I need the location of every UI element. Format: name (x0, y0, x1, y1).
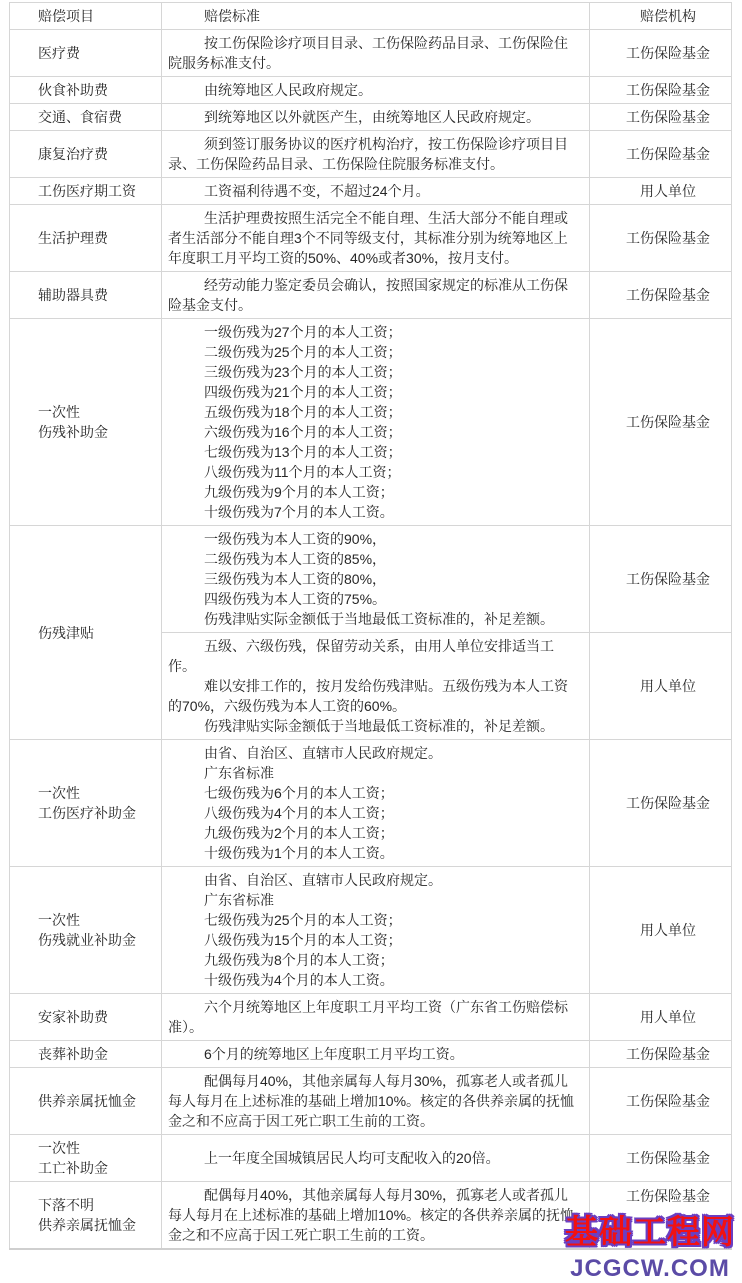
standard-cell (162, 740, 590, 867)
item-label-line: 伤残补助金 (38, 424, 108, 440)
standard-paragraph: 广东省标准 (204, 892, 274, 908)
table-row (10, 1068, 732, 1135)
standard-cell (162, 994, 590, 1041)
item-cell (10, 526, 162, 740)
org-cell: 工伤保险基金 (590, 272, 732, 319)
standard-paragraph: 到统筹地区以外就医产生，由统筹地区人民政府规定。 (204, 109, 540, 125)
table-row (10, 77, 732, 104)
item-cell (10, 740, 162, 867)
item-label-line: 供养亲属抚恤金 (38, 1093, 136, 1109)
standard-paragraph: 二级伤残为25个月的本人工资； (204, 344, 402, 360)
item-label-line: 丧葬补助金 (38, 1046, 108, 1062)
standard-paragraph: 七级伤残为6个月的本人工资； (204, 785, 394, 801)
standard-cell (162, 867, 590, 994)
item-label-line: 交通、食宿费 (38, 109, 122, 125)
table-row (10, 1182, 732, 1250)
org-cell: 工伤保险基金 (590, 740, 732, 867)
org-cell: 用人单位 (590, 633, 732, 740)
standard-paragraph: 由省、自治区、直辖市人民政府规定。 (204, 745, 442, 761)
item-label-line: 一次性 (38, 1140, 80, 1156)
item-cell (10, 272, 162, 319)
table-body (10, 30, 732, 1250)
table-row (10, 104, 732, 131)
standard-cell (162, 1041, 590, 1068)
standard-paragraph: 配偶每月40%，其他亲属每人每月30%，孤寡老人或者孤儿每人每月在上述标准的基础上增加10%。核定的各供养亲属的抚恤金之和不应高于因工死亡职工生前的工资。 (168, 1073, 575, 1129)
standard-paragraph: 六个月统筹地区上年度职工月平均工资（广东省工伤赔偿标准）。 (168, 999, 568, 1035)
table-row (10, 272, 732, 319)
standard-paragraph: 八级伤残为4个月的本人工资； (204, 805, 394, 821)
table-row (10, 526, 732, 633)
item-label-line: 康复治疗费 (38, 146, 108, 162)
item-label-line: 一次性 (38, 404, 80, 420)
table-row (10, 319, 732, 526)
standard-cell (162, 319, 590, 526)
standard-cell (162, 178, 590, 205)
org-cell: 工伤保险基金 (590, 104, 732, 131)
table-row (10, 740, 732, 867)
table-row (10, 131, 732, 178)
standard-paragraph: 6个月的统筹地区上年度职工月平均工资。 (204, 1046, 464, 1062)
item-cell (10, 131, 162, 178)
item-cell (10, 867, 162, 994)
standard-cell (162, 104, 590, 131)
standard-paragraph: 五级伤残为18个月的本人工资； (204, 404, 402, 420)
standard-paragraph: 一级伤残为27个月的本人工资； (204, 324, 402, 340)
standard-paragraph: 经劳动能力鉴定委员会确认，按照国家规定的标准从工伤保险基金支付。 (168, 277, 568, 313)
column-header: 赔偿标准 (162, 3, 590, 30)
item-label-line: 伤残津贴 (38, 624, 94, 641)
org-cell: 用人单位 (590, 867, 732, 994)
item-cell (10, 1182, 162, 1250)
item-cell (10, 104, 162, 131)
org-cell: 用人单位 (590, 994, 732, 1041)
standard-paragraph: 五级、六级伤残，保留劳动关系，由用人单位安排适当工作。 (168, 638, 554, 674)
standard-paragraph: 伤残津贴实际金额低于当地最低工资标准的，补足差额。 (204, 718, 554, 734)
compensation-table (9, 2, 732, 1250)
standard-cell (162, 1182, 590, 1250)
org-cell: 用人单位 (590, 178, 732, 205)
item-cell (10, 178, 162, 205)
standard-cell (162, 1068, 590, 1135)
standard-paragraph: 四级伤残为21个月的本人工资； (204, 384, 402, 400)
standard-cell (162, 131, 590, 178)
standard-paragraph: 按工伤保险诊疗项目目录、工伤保险药品目录、工伤保险住院服务标准支付。 (168, 35, 568, 71)
standard-cell (162, 633, 590, 740)
org-cell: 工伤保险基金 (590, 1182, 732, 1250)
table-row (10, 205, 732, 272)
standard-paragraph: 九级伤残为2个月的本人工资； (204, 825, 394, 841)
standard-paragraph: 生活护理费按照生活完全不能自理、生活大部分不能自理或者生活部分不能自理3个不同等级支付，其标准分别为统筹地区上年度职工月平均工资的50%、40%或者30%，按月支付。 (168, 210, 568, 266)
standard-paragraph: 广东省标准 (204, 765, 274, 781)
item-cell (10, 319, 162, 526)
watermark-site-url: JCGCW.COM (570, 1255, 730, 1282)
table-row (10, 867, 732, 994)
standard-paragraph: 配偶每月40%，其他亲属每人每月30%，孤寡老人或者孤儿每人每月在上述标准的基础上增加10%。核定的各供养亲属的抚恤金之和不应高于因工死亡职工生前的工资。 (168, 1187, 575, 1243)
header-row (10, 3, 732, 30)
item-cell (10, 1135, 162, 1182)
table-row (10, 994, 732, 1041)
standard-paragraph: 八级伤残为15个月的本人工资； (204, 932, 402, 948)
standard-paragraph: 十级伤残为1个月的本人工资。 (204, 845, 394, 861)
column-header: 赔偿机构 (590, 3, 732, 30)
item-cell (10, 994, 162, 1041)
org-cell: 工伤保险基金 (590, 1041, 732, 1068)
standard-paragraph: 九级伤残为8个月的本人工资； (204, 952, 394, 968)
item-cell (10, 77, 162, 104)
page (0, 2, 742, 1282)
org-cell: 工伤保险基金 (590, 205, 732, 272)
standard-paragraph: 十级伤残为7个月的本人工资。 (204, 504, 394, 520)
standard-paragraph: 三级伤残为本人工资的80%， (204, 571, 387, 587)
item-label-line: 供养亲属抚恤金 (38, 1217, 136, 1233)
standard-paragraph: 一级伤残为本人工资的90%， (204, 531, 387, 547)
standard-cell (162, 526, 590, 633)
standard-paragraph: 由统筹地区人民政府规定。 (204, 82, 372, 98)
standard-paragraph: 十级伤残为4个月的本人工资。 (204, 972, 394, 988)
standard-cell (162, 30, 590, 77)
standard-cell (162, 1135, 590, 1182)
standard-paragraph: 由省、自治区、直辖市人民政府规定。 (204, 872, 442, 888)
item-cell (10, 30, 162, 77)
table-row (10, 178, 732, 205)
standard-cell (162, 272, 590, 319)
item-label-line: 工伤医疗补助金 (38, 805, 136, 821)
standard-paragraph: 工资福利待遇不变，不超过24个月。 (204, 183, 430, 199)
item-label-line: 一次性 (38, 912, 80, 928)
standard-paragraph: 八级伤残为11个月的本人工资； (204, 464, 401, 480)
org-cell: 工伤保险基金 (590, 319, 732, 526)
standard-cell (162, 77, 590, 104)
standard-paragraph: 三级伤残为23个月的本人工资； (204, 364, 402, 380)
table-row (10, 1135, 732, 1182)
standard-paragraph: 四级伤残为本人工资的75%。 (204, 591, 387, 607)
item-cell (10, 1068, 162, 1135)
item-label-line: 生活护理费 (38, 230, 108, 246)
org-cell: 工伤保险基金 (590, 526, 732, 633)
standard-paragraph: 六级伤残为16个月的本人工资； (204, 424, 402, 440)
item-label-line: 伙食补助费 (38, 82, 108, 98)
watermark-site-name: 基础工程网 (565, 1213, 735, 1250)
item-label-line: 工亡补助金 (38, 1160, 108, 1176)
item-label-line: 辅助器具费 (38, 287, 108, 303)
org-cell: 工伤保险基金 (590, 77, 732, 104)
org-cell: 工伤保险基金 (590, 30, 732, 77)
standard-paragraph: 二级伤残为本人工资的85%， (204, 551, 387, 567)
org-cell: 工伤保险基金 (590, 131, 732, 178)
item-label-line: 伤残就业补助金 (38, 932, 136, 948)
item-cell (10, 1041, 162, 1068)
standard-paragraph: 上一年度全国城镇居民人均可支配收入的20倍。 (204, 1150, 500, 1166)
standard-paragraph: 难以安排工作的，按月发给伤残津贴。五级伤残为本人工资的70%，六级伤残为本人工资的60%。 (168, 678, 568, 714)
item-label-line: 工伤医疗期工资 (38, 183, 136, 199)
org-cell: 工伤保险基金 (590, 1135, 732, 1182)
standard-paragraph: 七级伤残为25个月的本人工资； (204, 912, 402, 928)
column-header: 赔偿项目 (10, 3, 162, 30)
table-row (10, 1041, 732, 1068)
org-cell: 工伤保险基金 (590, 1068, 732, 1135)
standard-cell (162, 205, 590, 272)
item-cell (10, 205, 162, 272)
table-header (10, 3, 732, 30)
item-label-line: 一次性 (38, 785, 80, 801)
standard-paragraph: 须到签订服务协议的医疗机构治疗，按工伤保险诊疗项目目录、工伤保险药品目录、工伤保险住院服务标准支付。 (168, 136, 568, 172)
standard-paragraph: 伤残津贴实际金额低于当地最低工资标准的，补足差额。 (204, 611, 554, 627)
item-label-line: 下落不明 (38, 1197, 94, 1213)
table-row (10, 30, 732, 77)
item-label-line: 医疗费 (38, 45, 80, 61)
standard-paragraph: 九级伤残为9个月的本人工资； (204, 484, 394, 500)
standard-paragraph: 七级伤残为13个月的本人工资； (204, 444, 402, 460)
item-label-line: 安家补助费 (38, 1009, 108, 1025)
